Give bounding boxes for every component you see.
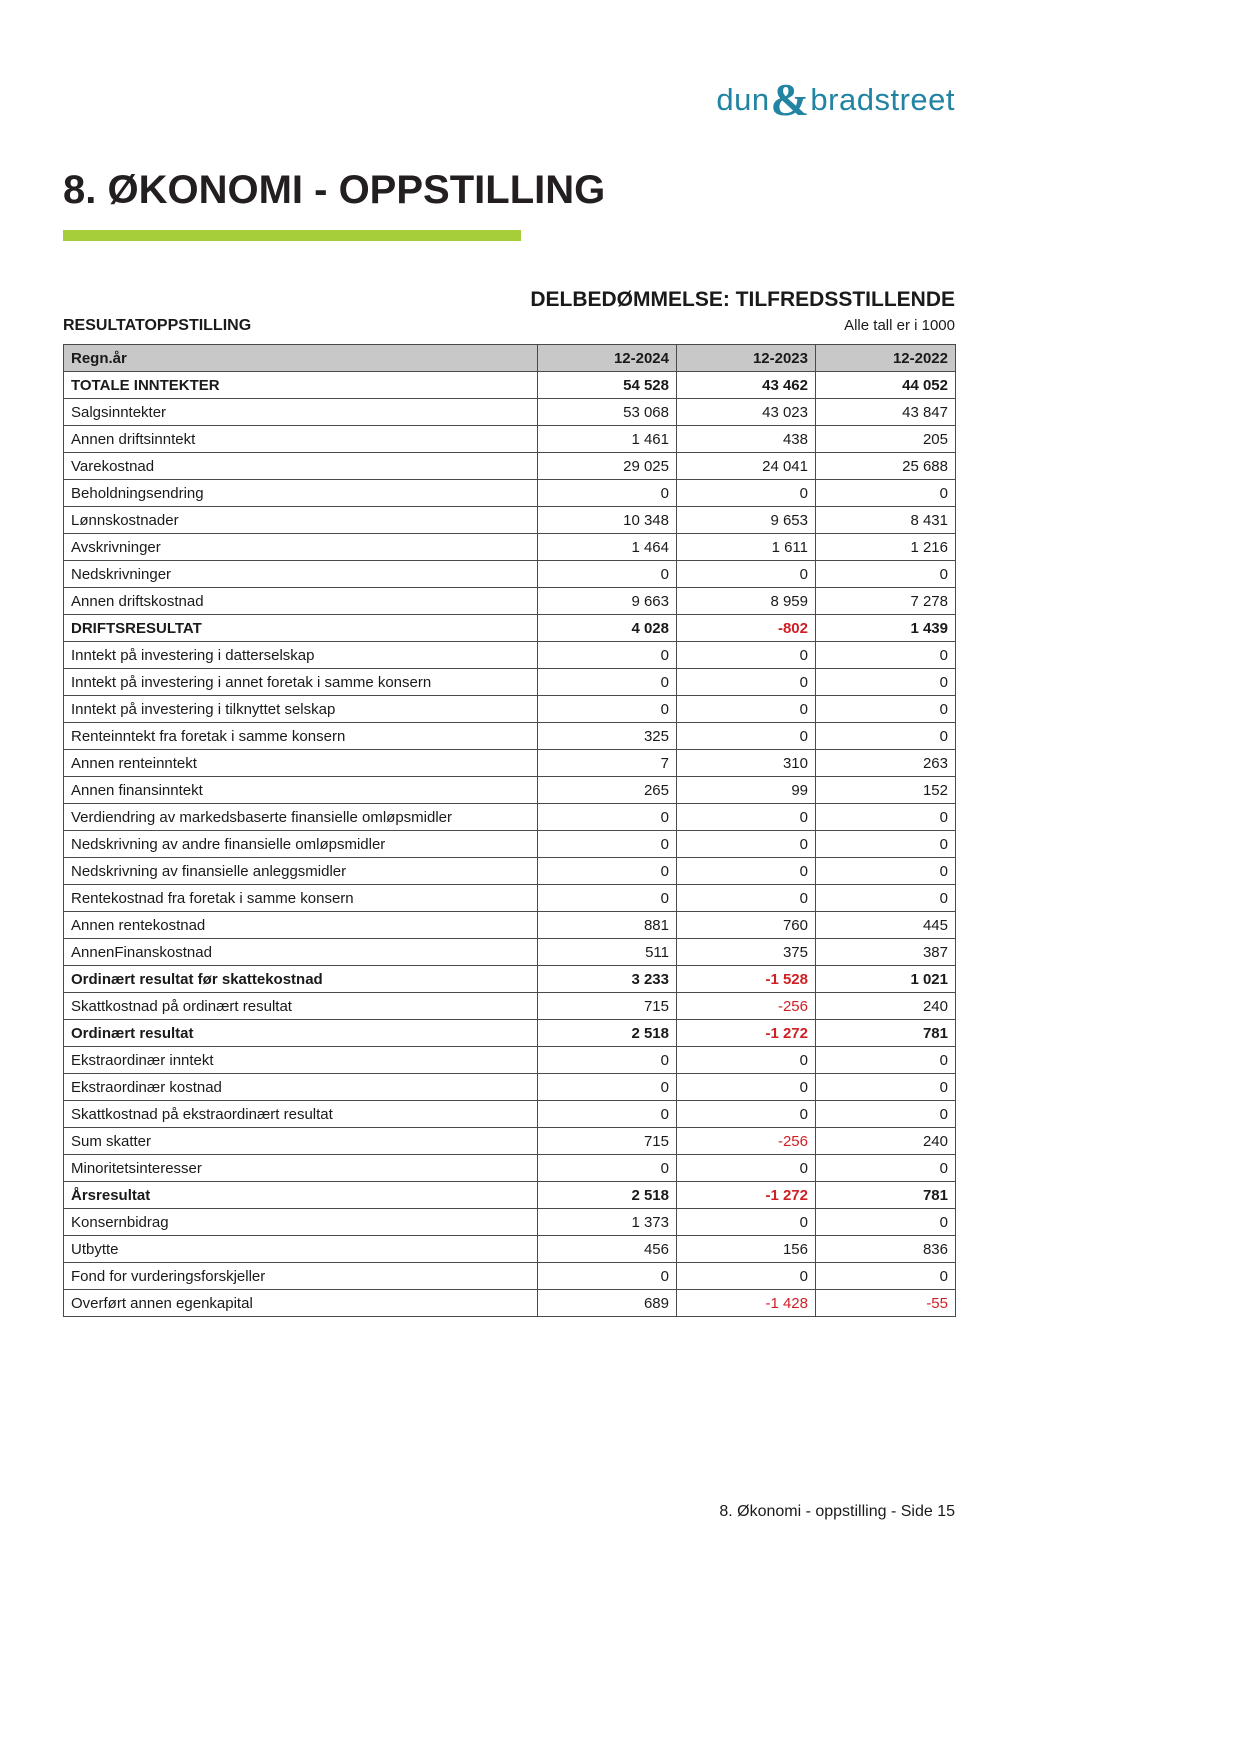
table-row (64, 480, 956, 507)
column-header-period: 12-2023 (677, 345, 816, 372)
row-label: Overført annen egenkapital (64, 1290, 538, 1317)
row-value: 99 (677, 777, 816, 804)
row-label: Inntekt på investering i annet foretak i samme konsern (64, 669, 538, 696)
assessment-heading: DELBEDØMMELSE: TILFREDSSTILLENDE (530, 288, 955, 311)
row-value: 43 462 (677, 372, 816, 399)
row-label: Rentekostnad fra foretak i samme konsern (64, 885, 538, 912)
logo-text-dun: dun (716, 82, 770, 117)
row-value: 152 (816, 777, 956, 804)
row-label: Annen driftskostnad (64, 588, 538, 615)
table-row (64, 1047, 956, 1074)
row-value: 0 (816, 1074, 956, 1101)
table-meta-row (63, 317, 955, 335)
row-value: 9 663 (538, 588, 677, 615)
row-value: 43 847 (816, 399, 956, 426)
table-row (64, 1155, 956, 1182)
row-value: 1 439 (816, 615, 956, 642)
table-row (64, 831, 956, 858)
column-header-period: 12-2024 (538, 345, 677, 372)
page-footer: 8. Økonomi - oppstilling - Side 15 (719, 1503, 955, 1520)
table-row (64, 939, 956, 966)
row-value: 689 (538, 1290, 677, 1317)
row-value: 0 (538, 642, 677, 669)
row-value: 4 028 (538, 615, 677, 642)
row-value: 310 (677, 750, 816, 777)
row-label: DRIFTSRESULTAT (64, 615, 538, 642)
row-value: 836 (816, 1236, 956, 1263)
row-value: 0 (816, 1047, 956, 1074)
row-value: 0 (816, 1263, 956, 1290)
row-value: 0 (538, 1101, 677, 1128)
row-value: 760 (677, 912, 816, 939)
dun-bradstreet-logo (716, 68, 955, 125)
row-label: Annen finansinntekt (64, 777, 538, 804)
row-value: 0 (816, 480, 956, 507)
row-value: 1 216 (816, 534, 956, 561)
row-value: 0 (816, 1155, 956, 1182)
row-label: Annen rentekostnad (64, 912, 538, 939)
row-value: 0 (677, 858, 816, 885)
row-value: 0 (538, 831, 677, 858)
table-row (64, 966, 956, 993)
row-value: 0 (816, 696, 956, 723)
row-label: Varekostnad (64, 453, 538, 480)
row-label: Verdiendring av markedsbaserte finansielle omløpsmidler (64, 804, 538, 831)
row-label: Skattkostnad på ordinært resultat (64, 993, 538, 1020)
table-row (64, 858, 956, 885)
table-row (64, 1182, 956, 1209)
row-value: 7 278 (816, 588, 956, 615)
row-label: Nedskrivning av finansielle anleggsmidler (64, 858, 538, 885)
row-value: 0 (677, 723, 816, 750)
table-row (64, 507, 956, 534)
row-value: 25 688 (816, 453, 956, 480)
units-note: Alle tall er i 1000 (844, 317, 955, 334)
row-value: 0 (677, 1101, 816, 1128)
row-value: 0 (538, 1155, 677, 1182)
row-value: 0 (816, 858, 956, 885)
row-value: 0 (538, 1074, 677, 1101)
row-value: 715 (538, 1128, 677, 1155)
row-value: -1 528 (677, 966, 816, 993)
row-value: 0 (816, 885, 956, 912)
row-label: Ekstraordinær kostnad (64, 1074, 538, 1101)
section-label: RESULTATOPPSTILLING (63, 317, 252, 334)
row-label: Renteinntekt fra foretak i samme konsern (64, 723, 538, 750)
table-row (64, 1128, 956, 1155)
row-value: 0 (538, 858, 677, 885)
row-label: Annen driftsinntekt (64, 426, 538, 453)
row-value: 0 (677, 1074, 816, 1101)
row-value: 263 (816, 750, 956, 777)
row-label: Ordinært resultat (64, 1020, 538, 1047)
row-value: -55 (816, 1290, 956, 1317)
row-value: 0 (816, 831, 956, 858)
row-value: 9 653 (677, 507, 816, 534)
row-value: 205 (816, 426, 956, 453)
table-row (64, 399, 956, 426)
row-value: 881 (538, 912, 677, 939)
row-value: 43 023 (677, 399, 816, 426)
row-value: 1 021 (816, 966, 956, 993)
row-value: 0 (677, 1155, 816, 1182)
column-header-label: Regn.år (64, 345, 538, 372)
table-row (64, 1263, 956, 1290)
table-row (64, 561, 956, 588)
row-value: 0 (538, 804, 677, 831)
row-value: 24 041 (677, 453, 816, 480)
table-row (64, 1020, 956, 1047)
income-statement-table (63, 344, 956, 1317)
table-row (64, 1101, 956, 1128)
row-label: Ekstraordinær inntekt (64, 1047, 538, 1074)
row-value: 0 (677, 831, 816, 858)
row-label: Minoritetsinteresser (64, 1155, 538, 1182)
row-value: 2 518 (538, 1182, 677, 1209)
row-value: 0 (538, 669, 677, 696)
row-label: Inntekt på investering i datterselskap (64, 642, 538, 669)
page-title: 8. ØKONOMI - OPPSTILLING (63, 168, 606, 212)
row-value: 240 (816, 993, 956, 1020)
table-row (64, 804, 956, 831)
row-value: 0 (816, 1101, 956, 1128)
table-row (64, 1236, 956, 1263)
table-row (64, 912, 956, 939)
row-value: 1 373 (538, 1209, 677, 1236)
table-row (64, 453, 956, 480)
table-row (64, 1290, 956, 1317)
row-value: 0 (677, 669, 816, 696)
row-value: 29 025 (538, 453, 677, 480)
table-row (64, 723, 956, 750)
row-label: TOTALE INNTEKTER (64, 372, 538, 399)
row-value: 240 (816, 1128, 956, 1155)
row-value: 0 (816, 561, 956, 588)
row-value: 1 461 (538, 426, 677, 453)
row-value: 44 052 (816, 372, 956, 399)
row-value: 715 (538, 993, 677, 1020)
row-value: 8 431 (816, 507, 956, 534)
row-label: Sum skatter (64, 1128, 538, 1155)
row-value: 7 (538, 750, 677, 777)
table-row (64, 588, 956, 615)
row-value: 0 (816, 723, 956, 750)
row-label: Skattkostnad på ekstraordinært resultat (64, 1101, 538, 1128)
row-value: 0 (677, 642, 816, 669)
row-value: 0 (677, 480, 816, 507)
table-row (64, 777, 956, 804)
row-value: 445 (816, 912, 956, 939)
row-label: Avskrivninger (64, 534, 538, 561)
row-value: 0 (816, 642, 956, 669)
row-label: Lønnskostnader (64, 507, 538, 534)
table-row (64, 426, 956, 453)
row-value: -802 (677, 615, 816, 642)
column-header-period: 12-2022 (816, 345, 956, 372)
table-row (64, 642, 956, 669)
logo-text-bradstreet: bradstreet (810, 82, 955, 117)
row-label: Annen renteinntekt (64, 750, 538, 777)
table-row (64, 993, 956, 1020)
row-label: Nedskrivninger (64, 561, 538, 588)
table-header-row (64, 345, 956, 372)
table-row (64, 669, 956, 696)
row-label: Salgsinntekter (64, 399, 538, 426)
row-value: 0 (816, 669, 956, 696)
row-value: 375 (677, 939, 816, 966)
row-label: Nedskrivning av andre finansielle omløpsmidler (64, 831, 538, 858)
row-value: 3 233 (538, 966, 677, 993)
row-value: 0 (677, 885, 816, 912)
row-value: 0 (538, 480, 677, 507)
row-value: 0 (816, 1209, 956, 1236)
row-label: AnnenFinanskostnad (64, 939, 538, 966)
row-value: 0 (538, 1263, 677, 1290)
table-row (64, 1209, 956, 1236)
table-row (64, 750, 956, 777)
row-label: Konsernbidrag (64, 1209, 538, 1236)
row-value: -256 (677, 1128, 816, 1155)
row-value: 0 (816, 804, 956, 831)
row-value: 387 (816, 939, 956, 966)
row-label: Utbytte (64, 1236, 538, 1263)
row-value: 781 (816, 1020, 956, 1047)
row-value: 438 (677, 426, 816, 453)
row-value: -1 428 (677, 1290, 816, 1317)
row-value: 8 959 (677, 588, 816, 615)
row-value: 0 (538, 885, 677, 912)
table-row (64, 534, 956, 561)
row-value: -256 (677, 993, 816, 1020)
row-value: -1 272 (677, 1182, 816, 1209)
row-value: 0 (677, 1263, 816, 1290)
table-row (64, 696, 956, 723)
row-value: 0 (538, 696, 677, 723)
row-value: 1 464 (538, 534, 677, 561)
row-value: 0 (677, 804, 816, 831)
row-label: Fond for vurderingsforskjeller (64, 1263, 538, 1290)
row-label: Beholdningsendring (64, 480, 538, 507)
row-value: 0 (538, 1047, 677, 1074)
row-value: 325 (538, 723, 677, 750)
ampersand-icon: & (770, 74, 810, 125)
row-value: 0 (677, 1047, 816, 1074)
row-value: 0 (677, 1209, 816, 1236)
title-accent-bar (63, 230, 521, 241)
table-row (64, 1074, 956, 1101)
table-row (64, 885, 956, 912)
row-label: Årsresultat (64, 1182, 538, 1209)
row-value: 1 611 (677, 534, 816, 561)
row-value: 0 (538, 561, 677, 588)
row-value: 53 068 (538, 399, 677, 426)
row-value: 0 (677, 561, 816, 588)
row-value: 156 (677, 1236, 816, 1263)
row-value: 0 (677, 696, 816, 723)
row-value: 265 (538, 777, 677, 804)
row-value: -1 272 (677, 1020, 816, 1047)
row-value: 781 (816, 1182, 956, 1209)
table-row (64, 372, 956, 399)
row-value: 511 (538, 939, 677, 966)
table-row (64, 615, 956, 642)
row-value: 456 (538, 1236, 677, 1263)
row-value: 2 518 (538, 1020, 677, 1047)
row-value: 54 528 (538, 372, 677, 399)
row-label: Ordinært resultat før skattekostnad (64, 966, 538, 993)
row-label: Inntekt på investering i tilknyttet selskap (64, 696, 538, 723)
row-value: 10 348 (538, 507, 677, 534)
